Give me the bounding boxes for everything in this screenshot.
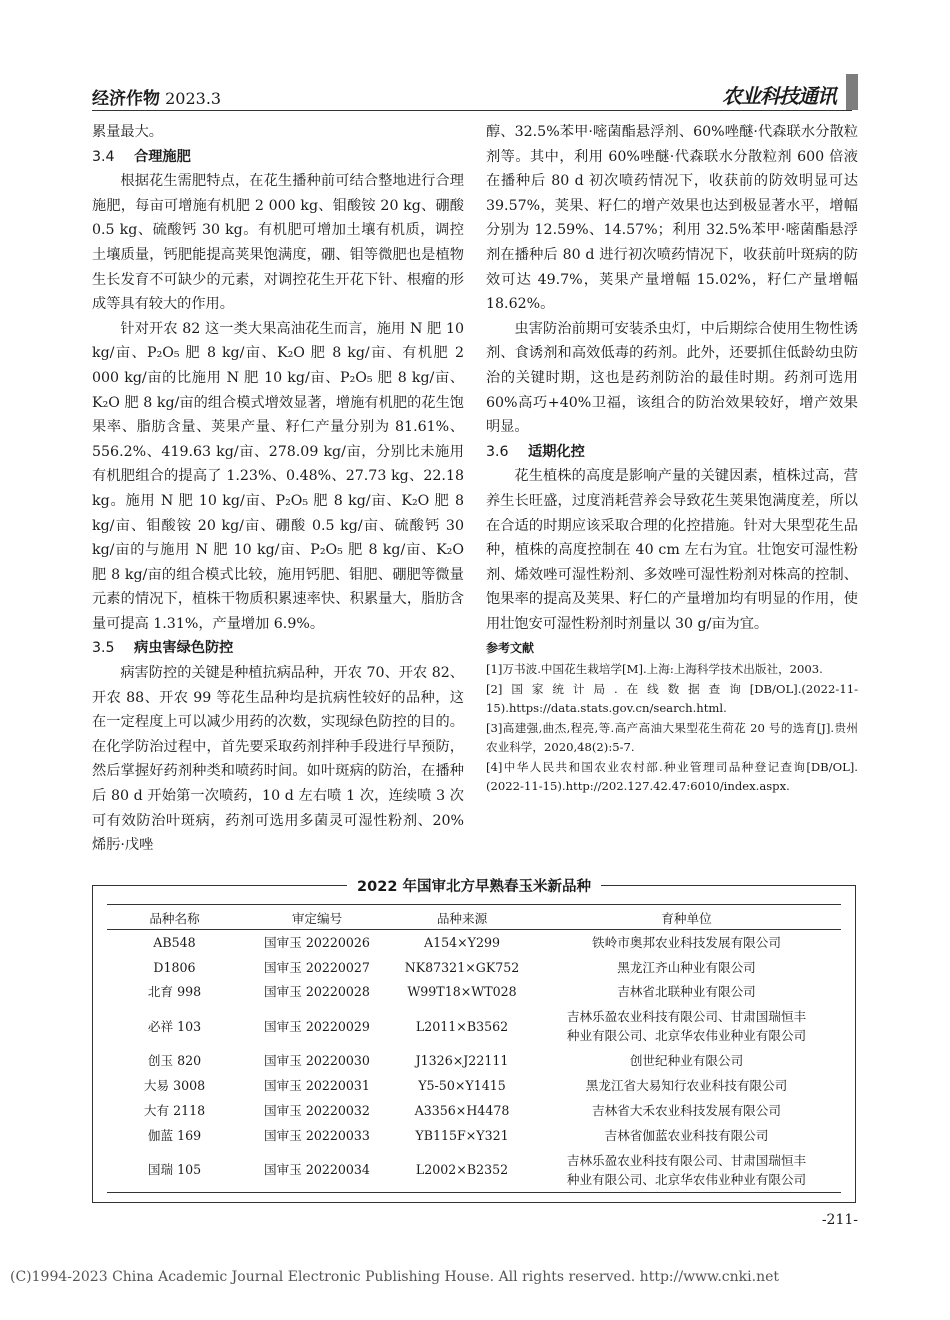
right-column bbox=[486, 120, 858, 796]
table-cell: 国瑞 105 bbox=[107, 1148, 242, 1193]
table-cell: 国审玉 20220032 bbox=[264, 1102, 370, 1118]
table-cell: 伽蓝 169 bbox=[147, 1127, 202, 1143]
table-cell: 必祥 103 bbox=[147, 1018, 202, 1034]
table-cell: YB115F×Y321 bbox=[415, 1127, 509, 1143]
variety-table bbox=[107, 904, 841, 1193]
table-cell: 国审玉 20220029 bbox=[264, 1018, 370, 1034]
section-heading-3-5 bbox=[92, 636, 464, 661]
table-header-row bbox=[107, 905, 841, 930]
table-row bbox=[107, 930, 841, 955]
table-title: 2022 年国审北方早熟春玉米新品种 bbox=[93, 875, 855, 896]
section-title: 合理施肥 bbox=[134, 148, 191, 165]
table-cell: Y5-50×Y1415 bbox=[418, 1078, 506, 1094]
section-title: 病虫害绿色防控 bbox=[134, 640, 234, 657]
references-title: 参考文献 bbox=[486, 641, 535, 656]
journal-issue: 2023.3 bbox=[165, 89, 222, 108]
table-row bbox=[107, 980, 841, 1005]
journal-info bbox=[92, 84, 221, 109]
table-cell: 吉林省北联种业有限公司 bbox=[617, 984, 756, 1000]
table-cell: 大有 2118 bbox=[143, 1102, 206, 1118]
reference-item: [1]万书波.中国花生栽培学[M].上海:上海科学技术出版社，2003. bbox=[486, 662, 823, 677]
table-cell: 黑龙江省大易知行农业科技有限公司 bbox=[585, 1078, 788, 1094]
table-cell: A3356×H4478 bbox=[414, 1102, 510, 1118]
left-column bbox=[92, 120, 464, 858]
table-row bbox=[107, 955, 841, 980]
table-cell: 吉林省伽蓝农业科技有限公司 bbox=[604, 1127, 769, 1143]
header-rule bbox=[92, 110, 852, 111]
table-row bbox=[107, 1004, 841, 1048]
table-cell: 国审玉 20220030 bbox=[264, 1053, 370, 1069]
column-header: 品种来源 bbox=[392, 905, 532, 930]
column-header: 审定编号 bbox=[242, 905, 392, 930]
table-cell: 国审玉 20220026 bbox=[264, 934, 370, 950]
table-row bbox=[107, 1148, 841, 1193]
table-cell: 大易 3008 bbox=[143, 1078, 206, 1094]
table-cell: L2002×B2352 bbox=[392, 1148, 532, 1193]
table-cell: 创玉 820 bbox=[147, 1053, 202, 1069]
variety-table-box bbox=[92, 879, 856, 1203]
table-cell: 国审玉 20220031 bbox=[264, 1078, 370, 1094]
brand-logo: 农业科技通讯 bbox=[722, 84, 836, 108]
table-cell: D1806 bbox=[153, 959, 196, 975]
table-body bbox=[107, 930, 841, 1193]
section-heading-3-4 bbox=[92, 145, 464, 170]
paragraph-continued: 醇、32.5%苯甲·嘧菌酯悬浮剂、60%唑醚·代森联水分散粒剂等。其中，利用 60%唑醚·代森联水分散粒剂 600 倍液在播种后 80 d 初次喷药情况下，收获前的防效明显可达 39.57%，荚果、籽仁的增产效果也达到极显著水平，增幅分别为 12.59%、14.57%；利用 32.5%苯甲·嘧菌酯悬浮剂在播种后 80 d 进行初次喷药情况下，收获前叶斑病的防效可达 49.7%，荚果产量增幅 15.02%，籽仁产量增幅 18.62%。 bbox=[486, 124, 858, 313]
table-cell: A154×Y299 bbox=[423, 934, 501, 950]
table-cell: NK87321×GK752 bbox=[404, 959, 520, 975]
column-header: 育种单位 bbox=[532, 905, 841, 930]
table-cell: 国审玉 20220034 bbox=[242, 1148, 392, 1193]
table-row bbox=[107, 1098, 841, 1123]
section-number: 3.4 bbox=[92, 148, 115, 165]
journal-name: 经济作物 bbox=[92, 89, 160, 109]
table-cell: 吉林省大禾农业科技发展有限公司 bbox=[592, 1102, 781, 1118]
table-cell: 国审玉 20220033 bbox=[264, 1127, 370, 1143]
table-cell: J1326×J22111 bbox=[415, 1053, 509, 1069]
continued-line: 累量最大。 bbox=[92, 124, 163, 140]
table-cell: 国审玉 20220027 bbox=[264, 959, 370, 975]
table-row bbox=[107, 1123, 841, 1148]
paragraph: 虫害防治前期可安装杀虫灯，中后期综合使用生物性诱剂、食诱剂和高效低毒的药剂。此外，还要抓住低龄幼虫防治的关键时期，这也是药剂防治的最佳时期。药剂可选用 60%高巧+40%卫福，该组合的防治效果较好，增产效果明显。 bbox=[486, 320, 858, 436]
table-cell: 北育 998 bbox=[147, 984, 202, 1000]
table-cell: 吉林乐盈农业科技有限公司、甘肃国瑞恒丰种业有限公司、北京华农伟业种业有限公司 bbox=[532, 1148, 841, 1193]
table-cell: W99T18×WT028 bbox=[407, 984, 517, 1000]
reference-item: [4]中华人民共和国农业农村部.种业管理司品种登记查询[DB/OL].(2022-11-15).http://202.127.42.47:6010/index.aspx. bbox=[486, 759, 858, 793]
section-number: 3.6 bbox=[486, 443, 509, 460]
column-header: 品种名称 bbox=[107, 905, 242, 930]
section-heading-3-6 bbox=[486, 440, 858, 465]
paragraph: 根据花生需肥特点，在花生播种前可结合整地进行合理施肥，每亩可增施有机肥 2 000 kg、钼酸铵 20 kg、硼酸 0.5 kg、硫酸钙 30 kg。有机肥可增加土壤有机质，调控土壤质量，钙肥能提高荚果饱满度，硼、钼等微肥也是植物生长发育不可缺少的元素，对调控花生开花下针、根瘤的形成等具有较大的作用。 bbox=[92, 173, 464, 313]
table-cell: 铁岭市奥邦农业科技发展有限公司 bbox=[592, 934, 781, 950]
header-bar bbox=[846, 74, 858, 110]
table-cell: 黑龙江齐山种业有限公司 bbox=[617, 959, 756, 975]
section-title: 适期化控 bbox=[528, 443, 585, 460]
page-number: -211- bbox=[821, 1212, 858, 1228]
table-cell: 国审玉 20220028 bbox=[264, 984, 370, 1000]
reference-item: [2]国家统计局.在线数据查询[DB/OL].(2022-11-15).https://data.stats.gov.cn/search.html. bbox=[486, 681, 858, 716]
table-cell: 吉林乐盈农业科技有限公司、甘肃国瑞恒丰种业有限公司、北京华农伟业种业有限公司 bbox=[566, 1009, 807, 1044]
page-header bbox=[92, 78, 858, 112]
table-cell: AB548 bbox=[153, 934, 196, 950]
table-row bbox=[107, 1073, 841, 1098]
paragraph: 病害防控的关键是种植抗病品种，开农 70、开农 82、开农 88、开农 99 等花生品种均是抗病性较好的品种，这在一定程度上可以减少用药的次数，实现绿色防控的目的。在化学防治过程中，首先要采取药剂拌种手段进行早预防，然后掌握好药剂种类和喷药时间。如叶斑病的防治，在播种后 80 d 开始第一次喷药，10 d 左右喷 1 次，连续喷 3 次可有效防治叶斑病，药剂可选用多菌灵可湿性粉剂、20%烯肟·戊唑 bbox=[92, 665, 464, 854]
table-cell: 创世纪种业有限公司 bbox=[629, 1053, 744, 1069]
paragraph: 花生植株的高度是影响产量的关键因素，植株过高，营养生长旺盛，过度消耗营养会导致花生荚果饱满度差，所以在合适的时期应该采取合理的化控措施。针对大果型花生品种，植株的高度控制在 40 cm 左右为宜。壮饱安可湿性粉剂、烯效唑可湿性粉剂、多效唑可湿性粉剂对株高的控制、饱果率的提高及荚果、籽仁的产量增加均有明显的作用，使用壮饱安可湿性粉剂时剂量以 30 g/亩为宜。 bbox=[486, 468, 858, 632]
reference-item: [3]高建强,曲杰,程亮,等.高产高油大果型花生荷花 20 号的选育[J].贵州农业科学，2020,48(2):5-7. bbox=[486, 720, 858, 755]
paragraph: 针对开农 82 这一类大果高油花生而言，施用 N 肥 10 kg/亩、P₂O₅ 肥 8 kg/亩、K₂O 肥 8 kg/亩、有机肥 2 000 kg/亩的比施用 N 肥 10 kg/亩、P₂O₅ 肥 8 kg/亩、K₂O 肥 8 kg/亩的组合模式增效显著，增施有机肥的花生饱果率、脂肪含量、荚果产量、籽仁产量分别为 81.61%、556.2%、419.63 kg/亩、278.09 kg/亩，分别比未施用有机肥组合的提高了 1.23%、0.48%、27.73 kg、22.18 kg。施用 N 肥 10 kg/亩、P₂O₅ 肥 8 kg/亩、K₂O 肥 8 kg/亩、钼酸铵 20 kg/亩、硼酸 0.5 kg/亩、硫酸钙 30 kg/亩的与施用 N 肥 10 kg/亩、P₂O₅ 肥 8 kg/亩、K₂O 肥 8 kg/亩的组合模式比较，施用钙肥、钼肥、硼肥等微量元素的情况下，植株干物质积累速率快、积累量大，脂肪含量可提高 1.31%，产量增加 6.9%。 bbox=[92, 320, 464, 632]
section-number: 3.5 bbox=[92, 640, 115, 657]
copyright-footer: (C)1994-2023 China Academic Journal Electronic Publishing House. All rights reserved. http://www.cnki.net bbox=[10, 1269, 780, 1285]
table-row bbox=[107, 1048, 841, 1073]
table-cell: L2011×B3562 bbox=[415, 1018, 509, 1034]
